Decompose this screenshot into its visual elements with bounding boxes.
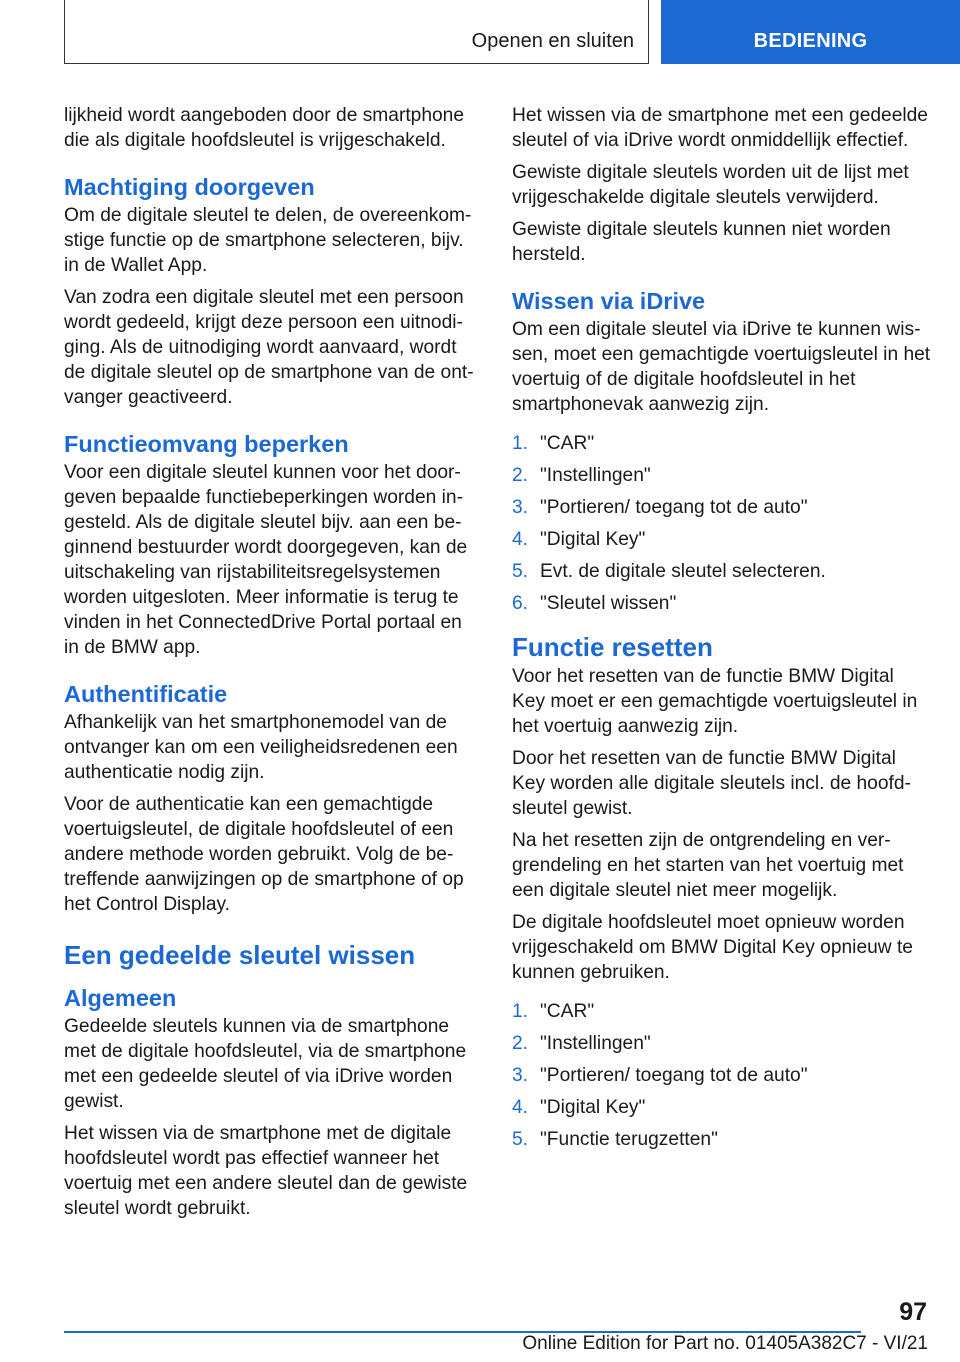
step-text: "CAR" xyxy=(540,433,595,454)
heading-algemeen: Algemeen xyxy=(64,985,177,1011)
step-text: Evt. de digitale sleutel selecteren. xyxy=(540,561,826,582)
paragraph: Om een digitale sleutel via iDrive te kunnen wis-sen, moet een gemachtigde voertuigsleutel in het voertuig of de digitale hoofdsleutel in het smartphonevak aanwezig zijn. xyxy=(512,319,931,415)
step-text: "Functie terugzetten" xyxy=(540,1129,718,1150)
left-column xyxy=(64,103,482,1228)
list-item xyxy=(512,527,932,552)
paragraph: Gedeelde sleutels kunnen via de smartphone met de digitale hoofdsleutel, via de smartphone met een gedeelde sleutel of via iDrive worden gewist. xyxy=(64,1016,467,1112)
step-text: "Digital Key" xyxy=(540,529,646,550)
step-number: 1. xyxy=(512,433,529,454)
paragraph: Voor een digitale sleutel kunnen voor het door-geven bepaalde functiebeperkingen worden in-gesteld. Als de digitale sleutel bijv. aan een be-ginnend bestuurder wordt doorgegeven, kan de uitschakeling van rijstabiliteitsregelsystemen worden uitgesloten. Meer informatie is terug te vinden in het ConnectedDrive Portal portaal en in de BMW app. xyxy=(64,462,468,658)
list-item xyxy=(512,1031,932,1056)
paragraph: lijkheid wordt aangeboden door de smartphone die als digitale hoofdsleutel is vrijgeschakeld. xyxy=(64,105,465,151)
step-text: "Portieren/ toegang tot de auto" xyxy=(540,497,808,518)
step-number: 3. xyxy=(512,1065,529,1086)
list-item xyxy=(512,999,932,1024)
heading-wissen-via-idrive: Wissen via iDrive xyxy=(512,288,706,314)
paragraph: Afhankelijk van het smartphonemodel van de ontvanger kan om een veiligheidsredenen een authenticatie nodig zijn. xyxy=(64,712,458,783)
paragraph: De digitale hoofdsleutel moet opnieuw worden vrijgeschakeld om BMW Digital Key opnieuw te kunnen gebruiken. xyxy=(512,912,913,983)
paragraph: Na het resetten zijn de ontgrendeling en ver-grendeling en het starten van het voertuig met een digitale sleutel niet meer mogelijk. xyxy=(512,830,904,901)
step-number: 4. xyxy=(512,529,529,550)
list-item xyxy=(512,1063,932,1088)
paragraph: Het wissen via de smartphone met een gedeelde sleutel of via iDrive wordt onmiddellijk effectief. xyxy=(512,105,928,151)
step-number: 5. xyxy=(512,1129,529,1150)
step-text: "CAR" xyxy=(540,1001,595,1022)
chapter-tab xyxy=(661,0,960,64)
paragraph: Om de digitale sleutel te delen, de overeenkom-stige functie op de smartphone selecteren, bijv. in de Wallet App. xyxy=(64,205,472,276)
paragraph: Voor de authenticatie kan een gemachtigde voertuigsleutel, de digitale hoofdsleutel of een andere methode worden gebruikt. Volg de be-treffende aanwijzingen op de smartphone of op het Control Display. xyxy=(64,794,464,915)
steps-list-resetten xyxy=(512,999,932,1152)
step-text: "Instellingen" xyxy=(540,465,651,486)
heading-machtiging-doorgeven: Machtiging doorgeven xyxy=(64,174,315,200)
chapter-tab-label: BEDIENING xyxy=(753,30,868,52)
list-item xyxy=(512,1127,932,1152)
step-text: "Portieren/ toegang tot de auto" xyxy=(540,1065,808,1086)
list-item xyxy=(512,1095,932,1120)
heading-functieomvang-beperken: Functieomvang beperken xyxy=(64,431,349,457)
heading-functie-resetten: Functie resetten xyxy=(512,632,713,662)
paragraph: Gewiste digitale sleutels kunnen niet worden hersteld. xyxy=(512,219,891,265)
right-column xyxy=(512,103,932,1160)
steps-list-wissen xyxy=(512,431,932,616)
step-number: 6. xyxy=(512,593,529,614)
step-number: 2. xyxy=(512,465,529,486)
list-item xyxy=(512,591,932,616)
step-number: 1. xyxy=(512,1001,529,1022)
list-item xyxy=(512,559,932,584)
running-header xyxy=(64,0,649,64)
paragraph: Het wissen via de smartphone met de digitale hoofdsleutel wordt pas effectief wanneer het voertuig met een andere sleutel dan de gewiste sleutel wordt gebruikt. xyxy=(64,1123,468,1219)
step-number: 2. xyxy=(512,1033,529,1054)
step-number: 3. xyxy=(512,497,529,518)
step-number: 4. xyxy=(512,1097,529,1118)
list-item xyxy=(512,463,932,488)
heading-gedeelde-sleutel-wissen: Een gedeelde sleutel wissen xyxy=(64,940,416,970)
paragraph: Door het resetten van de functie BMW Digital Key worden alle digitale sleutels incl. de hoofd-sleutel gewist. xyxy=(512,748,911,819)
step-text: "Instellingen" xyxy=(540,1033,651,1054)
step-text: "Digital Key" xyxy=(540,1097,646,1118)
heading-authentificatie: Authentificatie xyxy=(64,681,228,707)
paragraph: Van zodra een digitale sleutel met een persoon wordt gedeeld, krijgt deze persoon een uitnodi-ging. Als de uitnodiging wordt aanvaard, wordt de digitale sleutel op de smartphone van de ont-vanger geactiveerd. xyxy=(64,287,474,408)
paragraph: Voor het resetten van de functie BMW Digital Key moet er een gemachtigde voertuigsleutel in het voertuig aanwezig zijn. xyxy=(512,666,918,737)
section-title: Openen en sluiten xyxy=(471,30,634,52)
list-item xyxy=(512,431,932,456)
paragraph: Gewiste digitale sleutels worden uit de lijst met vrijgeschakelde digitale sleutels verwijderd. xyxy=(512,162,909,208)
list-item xyxy=(512,495,932,520)
footer-edition: Online Edition for Part no. 01405A382C7 - VI/21 xyxy=(522,1333,928,1354)
step-text: "Sleutel wissen" xyxy=(540,593,677,614)
page-number: 97 xyxy=(899,1298,927,1326)
step-number: 5. xyxy=(512,561,529,582)
